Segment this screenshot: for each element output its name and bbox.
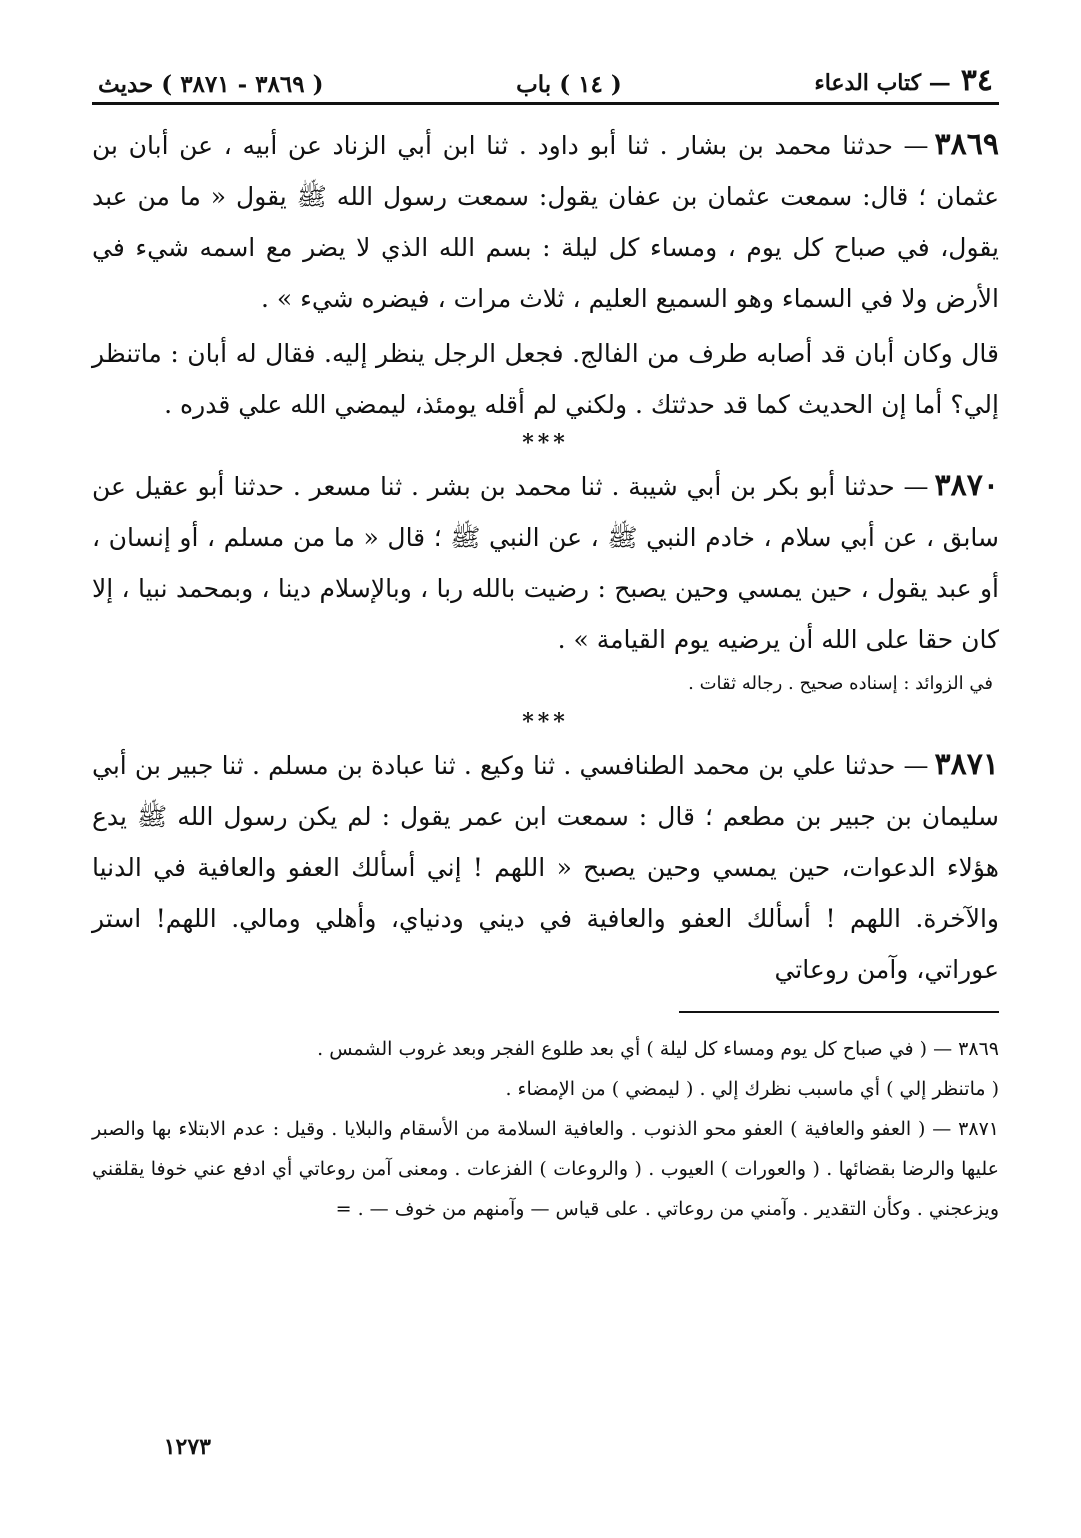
footnote-rule (679, 1011, 999, 1013)
footnote-3869-b: ( ماتنظر إلي ) أي ماسبب نظرك إلي . ( ليمضي ) من الإمضاء . (505, 1078, 999, 1100)
book-title: — كتاب الدعاء (814, 70, 951, 96)
hadith-body: — حدثنا محمد بن بشار . ثنا أبو داود . ثنا ابن أبي الزناد عن أبيه ، عن أبان بن عثمان ؛ قال: سمعت عثمان بن عفان يقول: سمعت رسول الله ﷺ يقول « ما من عبد يقول، في صباح كل يوم ، ومساء كل ليلة : بسم الله الذي لا يضر مع اسمه شيء في الأرض ولا في السماء وهو السميع العليم ، ثلاث مرات ، فيضره شيء » . (92, 131, 999, 313)
hadith-3870 (92, 460, 999, 665)
chapter-label: ( ١٤ ) باب (516, 71, 622, 98)
hadith-3871 (92, 739, 999, 995)
zawaid-note: في الزوائد : إسناده صحيح . رجاله ثقات . (688, 673, 993, 694)
hadith-text (92, 460, 999, 665)
footnotes (92, 1029, 999, 1229)
header-rule (92, 102, 999, 105)
header-right (814, 63, 993, 98)
page-header (92, 58, 999, 98)
footnote-3871: ٣٨٧١ — ( العفو والعافية ) العفو محو الذنوب . والعافية السلامة من الأسقام والبلايا . وقيل : عدم الابتلاء بها والصبر عليها والرضا بقضائها . ( والعورات ) العيوب . ( والروعات ) الفزعات . ومعنى آمن روعاتي أي ادفع عني خوفا يقلقني ويزعجني . وكأن التقدير . وآمني من روعاتي . على قياس — وآمنهم من خوف — . = (92, 1118, 999, 1220)
hadith-body: — حدثنا علي بن محمد الطنافسي . ثنا وكيع . ثنا عبادة بن مسلم . ثنا جبير بن أبي سليمان بن جبير بن مطعم ؛ قال : سمعت ابن عمر يقول : لم يكن رسول الله ﷺ يدع هؤلاء الدعوات، حين يمسي وحين يصبح « اللهم ! إني أسألك العفو والعافية في الدنيا والآخرة. اللهم ! أسألك العفو والعافية في ديني ودنياي، وأهلي ومالي. اللهم! استر عوراتي، وآمن روعاتي (92, 751, 999, 984)
hadith-number: ٣٨٧١ (934, 747, 999, 782)
section-separator: *** (522, 709, 569, 735)
section-separator: *** (522, 430, 569, 456)
hadith-text (92, 119, 999, 324)
hadith-text (92, 739, 999, 995)
hadith-continuation: قال وكان أبان قد أصابه طرف من الفالج. فجعل الرجل ينظر إليه. فقال له أبان : ماتنظر إلي؟ أما إن الحديث كما قد حدثتك . ولكني لم أقله يومئذ، ليمضي الله علي قدره . (92, 339, 999, 419)
hadith-3869 (92, 119, 999, 430)
hadith-range: ( ٣٨٦٩ - ٣٨٧١ ) حديث (98, 71, 324, 98)
bottom-page-number: ١٢٧٣ (163, 1434, 211, 1460)
hadith-number: ٣٨٧٠ (934, 468, 999, 503)
page-number: ٣٤ (960, 63, 993, 98)
hadith-body: — حدثنا أبو بكر بن أبي شيبة . ثنا محمد بن بشر . ثنا مسعر . حدثنا أبو عقيل عن سابق ، عن أبي سلام ، خادم النبي ﷺ ، عن النبي ﷺ ؛ قال « ما من مسلم ، أو إنسان ، أو عبد يقول ، حين يمسي وحين يصبح : رضيت بالله ربا ، وبالإسلام دينا ، وبمحمد نبيا ، إلا كان حقا على الله أن يرضيه يوم القيامة » . (92, 472, 999, 654)
hadith-number: ٣٨٦٩ (934, 127, 999, 162)
footnote-3869: ٣٨٦٩ — ( في صباح كل يوم ومساء كل ليلة ) أي بعد طلوع الفجر وبعد غروب الشمس . (317, 1038, 999, 1060)
